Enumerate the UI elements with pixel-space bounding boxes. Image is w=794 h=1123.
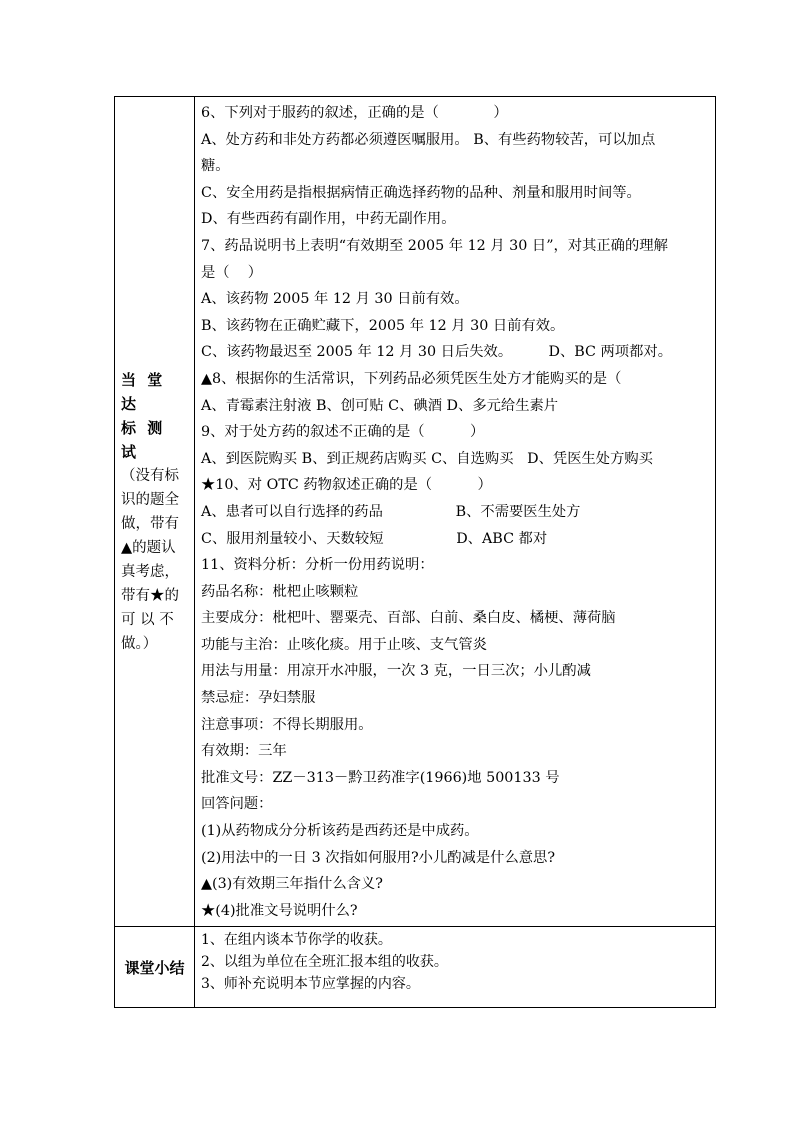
summary-line: 1、在组内谈本节你学的收获。 [201,932,392,948]
question-line: 注意事项：不得长期服用。 [201,716,373,733]
question-line: 回答问题： [201,796,273,813]
question-line: (2)用法中的一日 3 次指如何服用?小儿酌减是什么意思? [201,849,555,866]
class-summary-content-cell [195,927,716,1008]
summary-line: 3、师补充说明本节应掌握的内容。 [201,976,420,992]
question-line: A、青霉素注射液 B、创可贴 C、碘酒 D、多元给生素片 [201,397,559,414]
label-line: ▲的题认 [121,539,176,556]
question-line: 药品名称：枇杷止咳颗粒 [201,583,359,600]
class-summary-list [195,927,715,995]
lesson-table-container [114,96,715,1007]
label-line: 带有★的 [121,587,179,604]
in-class-test-row [115,97,716,927]
question-line: A、处方药和非处方药都必须遵医嘱服用。 B、有些药物较苦，可以加点 [201,131,656,148]
label-line: （没有标 [121,467,179,484]
question-line: ▲(3)有效期三年指什么含义? [201,876,383,893]
question-line: ★10、对 OTC 药物叙述正确的是（ ） [201,477,492,494]
question-line: 有效期：三年 [201,743,287,760]
question-line: 11、资料分析：分析一份用药说明： [201,557,434,574]
question-line: (1)从药物成分分析该药是西药还是中成药。 [201,823,479,840]
question-line: B、该药物在正确贮藏下，2005 年 12 月 30 日前有效。 [201,317,565,334]
question-line: A、到医院购买 B、到正规药店购买 C、自选购买 D、凭医生处方购买 [201,450,653,467]
question-line: 功能与主治：止咳化痰。用于止咳、支气管炎 [201,636,487,653]
question-line: 批准文号：ZZ－313－黔卫药准字(1966)地 500133 号 [201,769,560,786]
question-line: C、该药物最迟至 2005 年 12 月 30 日后失效。 D、BC 两项都对。 [201,344,672,361]
label-line: 真考虑， [121,563,179,580]
label-line: 做，带有 [121,515,179,532]
in-class-test-label-cell [115,97,195,927]
question-line: A、该药物 2005 年 12 月 30 日前有效。 [201,291,469,308]
question-line: A、患者可以自行选择的药品 B、不需要医生处方 [201,503,581,520]
question-line: 是（ ） [201,264,263,281]
summary-line: 2、以组为单位在全班汇报本组的收获。 [201,954,448,970]
question-line: 用法与用量：用凉开水冲服，一次 3 克，一日三次；小儿酌减 [201,663,591,680]
label-line: 识的题全 [121,491,179,508]
question-line: 6、下列对于服药的叙述，正确的是（ ） [201,105,508,121]
question-list [195,97,715,924]
question-line: 7、药品说明书上表明“有效期至 2005 年 12 月 30 日”，对其正确的理解 [201,237,668,254]
label-line: 标 测 试 [121,418,166,461]
question-line: 糖。 [201,158,230,175]
question-line: 主要成分：枇杷叶、罂粟壳、百部、白前、桑白皮、橘梗、薄荷脑 [201,610,616,627]
question-line: 9、对于处方药的叙述不正确的是（ ） [201,424,485,441]
label-line: 做。） [121,635,158,652]
question-line: ▲8、根据你的生活常识，下列药品必须凭医生处方才能购买的是（ [201,370,622,387]
question-line: C、安全用药是指根据病情正确选择药物的品种、剂量和服用时间等。 [201,184,641,201]
question-line: 禁忌症：孕妇禁服 [201,690,316,707]
question-line: D、有些西药有副作用，中药无副作用。 [201,211,456,228]
in-class-test-content-cell [195,97,716,927]
class-summary-label: 课堂小结 [115,927,195,1008]
in-class-test-label [115,368,194,656]
question-line: C、服用剂量较小、天数较短 D、ABC 都对 [201,530,548,547]
class-summary-row [115,927,716,1008]
label-line: 当 堂 达 [121,370,166,413]
lesson-table [114,96,716,1008]
question-line: ★(4)批准文号说明什么? [201,902,358,919]
label-line: 可 以 不 [121,611,174,628]
